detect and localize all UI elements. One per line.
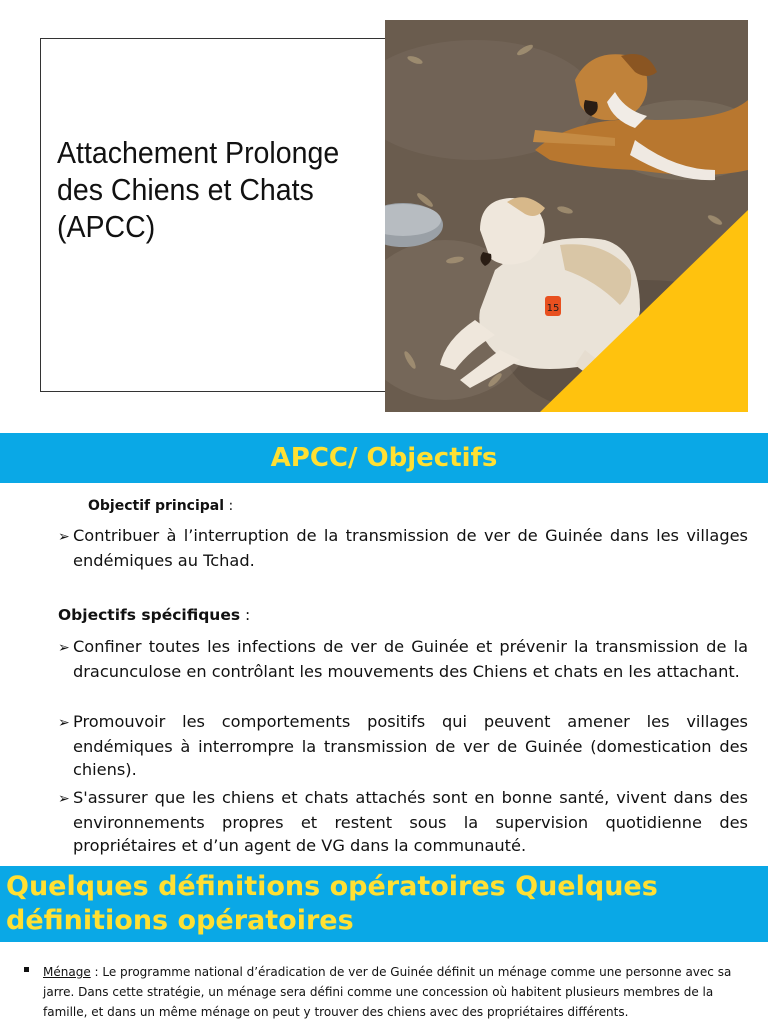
arrow-bullet-icon: ➢ [58, 640, 70, 656]
title-line-1: Attachement Prolonge [57, 135, 340, 170]
square-bullet-icon [24, 967, 29, 972]
dogs-photo-illustration [385, 20, 748, 412]
definitions-title: Quelques définitions opératoires Quelques définitions opératoires [6, 871, 658, 936]
definition-text: Le programme national d’éradication de ver de Guinée définit un ménage comme une personne avec sa jarre. Dans cette stratégie, un ménage sera défini comme une concession où habitent plusieurs membres de la famille, et dans un même ménage on peut y trouver des chiens avec des propriétaires différents. [43, 965, 732, 1019]
title-slide [0, 0, 768, 430]
slide-title [57, 134, 361, 246]
specific-objective-bullet-3: ➢ S'assurer que les chiens et chats attachés sont en bonne santé, vivent dans des environnements propres et restent sous la supervision quotidienne des propriétaires et d’un agent de VG dans la communauté. [58, 788, 748, 855]
definition-menage: Ménage : Le programme national d’éradication de ver de Guinée définit un ménage comme une personne avec sa jarre. Dans cette stratégie, un ménage sera défini comme une concession où habitent plusieurs membres de la famille, et dans un même ménage on peut y trouver des chiens avec des propriétaires différents. [24, 962, 754, 1022]
main-objective-label: Objectif principal [88, 498, 225, 514]
dogs-photo [385, 20, 748, 412]
title-line-3: (APCC) [57, 209, 156, 245]
definition-term: Ménage [43, 965, 91, 979]
arrow-bullet-icon: ➢ [58, 791, 70, 807]
main-objective-bullet: ➢ Contribuer à l’interruption de la transmission de ver de Guinée dans les villages endémiques au Tchad. [58, 526, 748, 570]
svg-text:15: 15 [546, 303, 560, 314]
specific-objective-bullet-1: ➢ Confiner toutes les infections de ver de Guinée et prévenir la transmission de la dracunculose en contrôlant les mouvements des Chiens et chats en les attachant. [58, 637, 748, 681]
definitions-header-bar [0, 866, 768, 942]
specific-objectives-label: Objectifs spécifiques [58, 606, 241, 624]
title-line-2: des Chiens et Chats [57, 172, 314, 208]
specific-objectives-heading: Objectifs spécifiques : [58, 606, 251, 624]
main-objective-heading: Objectif principal : [88, 498, 234, 514]
objectives-title: APCC/ Objectifs [270, 443, 498, 473]
objectives-header-bar [0, 433, 768, 483]
arrow-bullet-icon: ➢ [58, 715, 70, 731]
arrow-bullet-icon: ➢ [58, 529, 70, 545]
specific-objective-bullet-2: ➢ Promouvoir les comportements positifs qui peuvent amener les villages endémiques à interrompre la transmission de ver de Guinée (domestication des chiens). [58, 712, 748, 779]
